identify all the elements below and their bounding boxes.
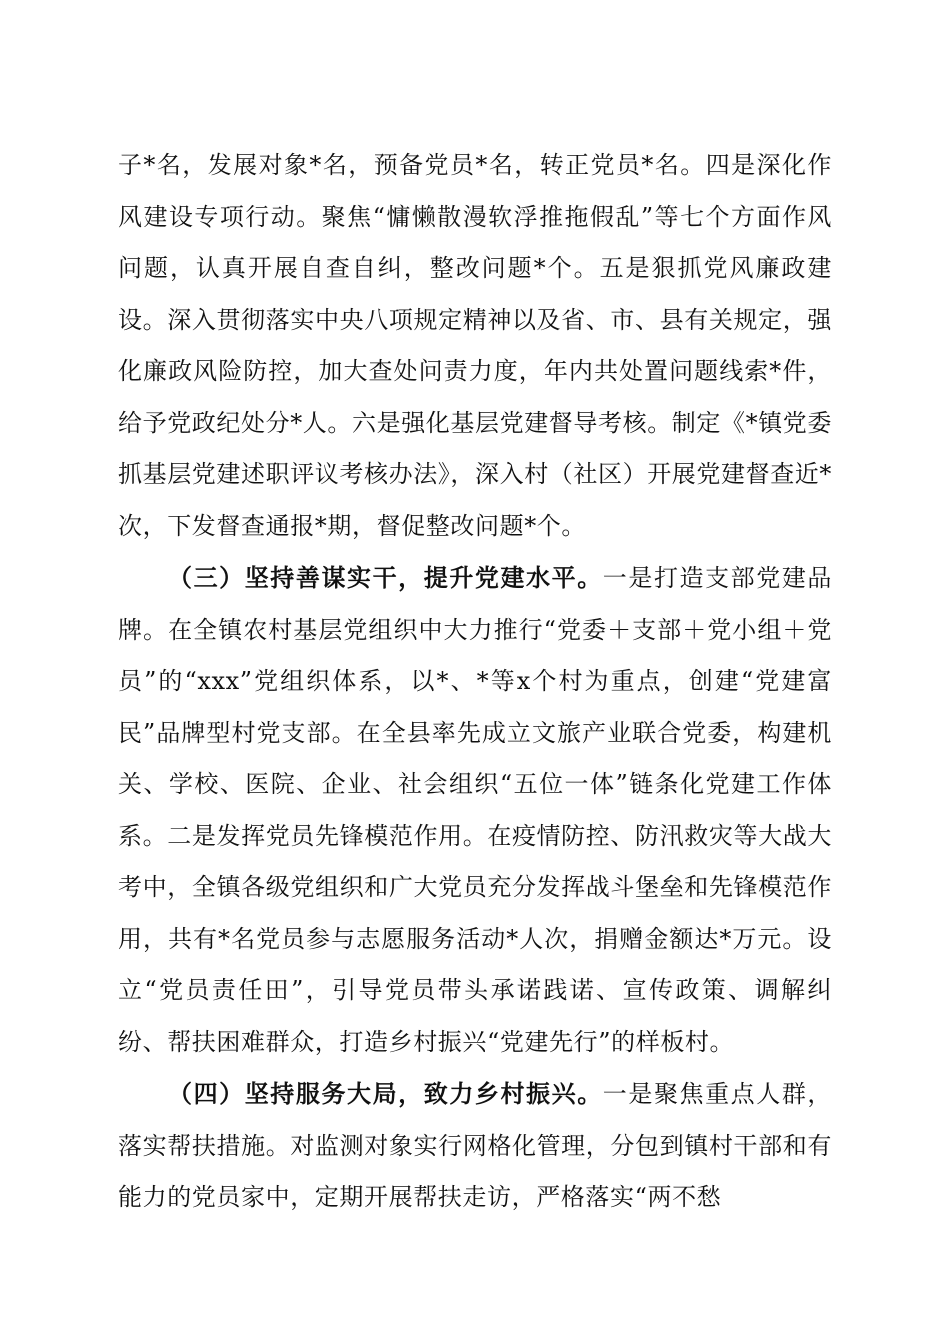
paragraph-section-four [118, 1068, 832, 1224]
paragraph-section-three [118, 552, 832, 1068]
paragraph-text: 子*名，发展对象*名，预备党员*名，转正党员*名。四是深化作风建设专项行动。聚焦“慵懒散漫软浮推拖假乱”等七个方面作风问题，认真开展自查自纠，整改问题*个。五是狠抓党风廉政建设。深入贯彻落实中央八项规定精神以及省、市、县有关规定，强化廉政风险防控，加大查处问责力度，年内共处置问题线索*件，给予党政纪处分*人。六是强化基层党建督导考核。制定《*镇党委抓基层党建述职评议考核办法》，深入村（社区）开展党建督查近*次，下发督查通报*期，督促整改问题*个。 [118, 151, 832, 540]
paragraph-text: 一是聚焦重点人群，落实帮扶措施。对监测对象实行网格化管理，分包到镇村干部和有能力的党员家中，定期开展帮扶走访，严格落实“两不愁 [118, 1080, 833, 1211]
paragraph-continued [118, 140, 832, 552]
document-body [118, 140, 832, 1224]
paragraph-text: 一是打造支部党建品牌。在全镇农村基层党组织中大力推行“党委＋支部＋党小组＋党员”的“xxx”党组织体系，以*、*等x个村为重点，创建“党建富民”品牌型村党支部。在全县率先成立文旅产业联合党委，构建机关、学校、医院、企业、社会组织“五位一体”链条化党建工作体系。二是发挥党员先锋模范作用。在疫情防控、防汛救灾等大战大考中，全镇各级党组织和广大党员充分发挥战斗堡垒和先锋模范作用，共有*名党员参与志愿服务活动*人次，捐赠金额达*万元。设立“党员责任田”，引导党员带头承诺践诺、宣传政策、调解纠纷、帮扶困难群众，打造乡村振兴“党建先行”的样板村。 [118, 564, 833, 1056]
section-heading: （四）坚持服务大局，致力乡村振兴。 [168, 1079, 603, 1108]
section-heading: （三）坚持善谋实干，提升党建水平。 [168, 563, 603, 592]
